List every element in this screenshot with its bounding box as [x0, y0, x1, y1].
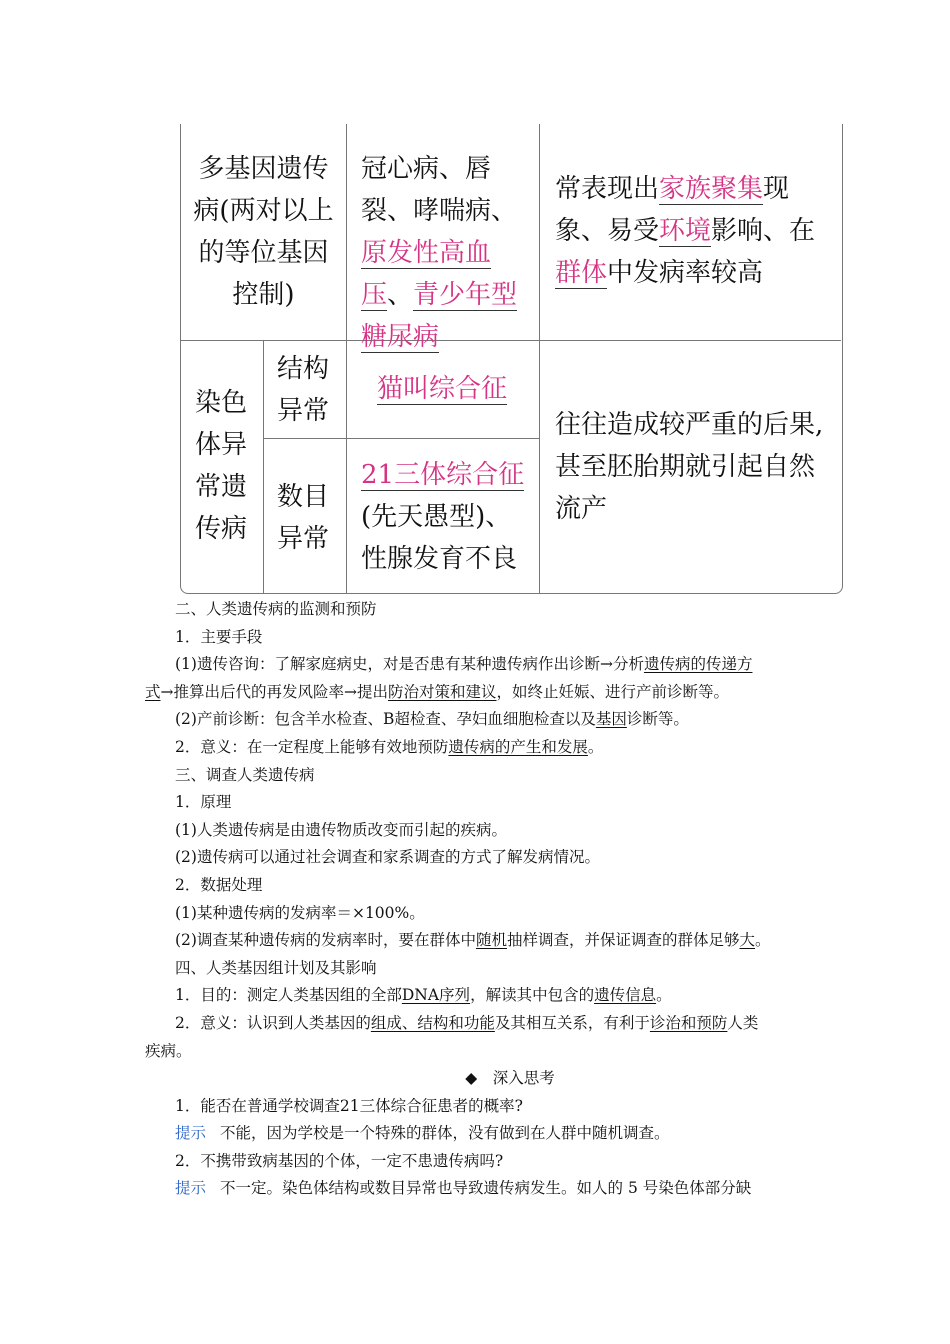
data-processing-2: (2)调查某种遗传病的发病率时，要在群体中随机抽样调查，并保证调查的群体足够大。	[175, 931, 771, 950]
sub-structural: 结构异常	[277, 354, 330, 426]
disease-table	[180, 124, 843, 594]
section-4-item-1: 1．目的：测定人类基因组的全部DNA序列，解读其中包含的遗传信息。	[175, 986, 672, 1005]
section-2-item-1: 1．主要手段	[175, 627, 263, 646]
section-4-item-2-cont: 疾病。	[145, 1041, 192, 1060]
question-2: 2．不携带致病基因的个体，一定不患遗传病吗?	[175, 1151, 504, 1170]
sub-numerical: 数目异常	[277, 482, 330, 554]
example-structural: 猫叫综合征	[377, 374, 508, 404]
answer-1: 提示 不能，因为学校是一个特殊的群体，没有做到在人群中随机调查。	[175, 1124, 670, 1143]
answer-2: 提示 不一定。染色体结构或数目异常也导致遗传病发生。如人的 5 号染色体部分缺	[175, 1179, 752, 1198]
section-2-item-2: 2．意义：在一定程度上能够有效地预防遗传病的产生和发展。	[175, 737, 604, 756]
prenatal-diagnosis: (2)产前诊断：包含羊水检查、B超检查、孕妇血细胞检查以及基因诊断等。	[175, 710, 689, 729]
section-3-item-1: 1．原理	[175, 793, 232, 812]
examples-polygenic: 冠心病、唇裂、哮喘病、原发性高血压、青少年型糖尿病	[361, 154, 518, 352]
question-1: 1．能否在普通学校调查21三体综合征患者的概率?	[175, 1096, 523, 1115]
section-3-item-2: 2．数据处理	[175, 875, 263, 894]
section-2-title: 二、人类遗传病的监测和预防	[175, 600, 377, 618]
genetic-counseling: (1)遗传咨询：了解家庭病史，对是否患有某种遗传病作出诊断→分析遗传病的传递方	[175, 655, 753, 674]
feature-chromosomal: 往往造成较严重的后果,甚至胚胎期就引起自然流产	[555, 410, 824, 524]
section-4-item-2: 2．意义：认识到人类基因的组成、结构和功能及其相互关系，有利于诊治和预防人类	[175, 1013, 759, 1032]
genetic-counseling-cont: 式→推算出后代的再发风险率→提出防治对策和建议，如终止妊娠、进行产前诊断等。	[145, 682, 730, 701]
example-numerical: 21三体综合征(先天愚型)、性腺发育不良	[361, 460, 525, 574]
data-processing-1: (1)某种遗传病的发病率＝×100%。	[175, 903, 425, 922]
principle-1: (1)人类遗传病是由遗传物质改变而引起的疾病。	[175, 820, 507, 839]
principle-2: (2)遗传病可以通过社会调查和家系调查的方式了解发病情况。	[175, 848, 600, 867]
type-polygenic: 多基因遗传病(两对以上的等位基因控制)	[193, 154, 334, 310]
main-text	[145, 596, 815, 1203]
hint-label: 提示	[175, 1124, 207, 1143]
section-4-title: 四、人类基因组计划及其影响	[175, 958, 377, 977]
hint-label: 提示	[175, 1179, 207, 1198]
type-chromosomal: 染色体异常遗传病	[195, 388, 248, 544]
think-title: ◆ 深入思考	[465, 1069, 555, 1088]
section-3-title: 三、调查人类遗传病	[175, 765, 315, 784]
feature-polygenic: 常表现出家族聚集现象、易受环境影响、在群体中发病率较高	[555, 174, 816, 288]
